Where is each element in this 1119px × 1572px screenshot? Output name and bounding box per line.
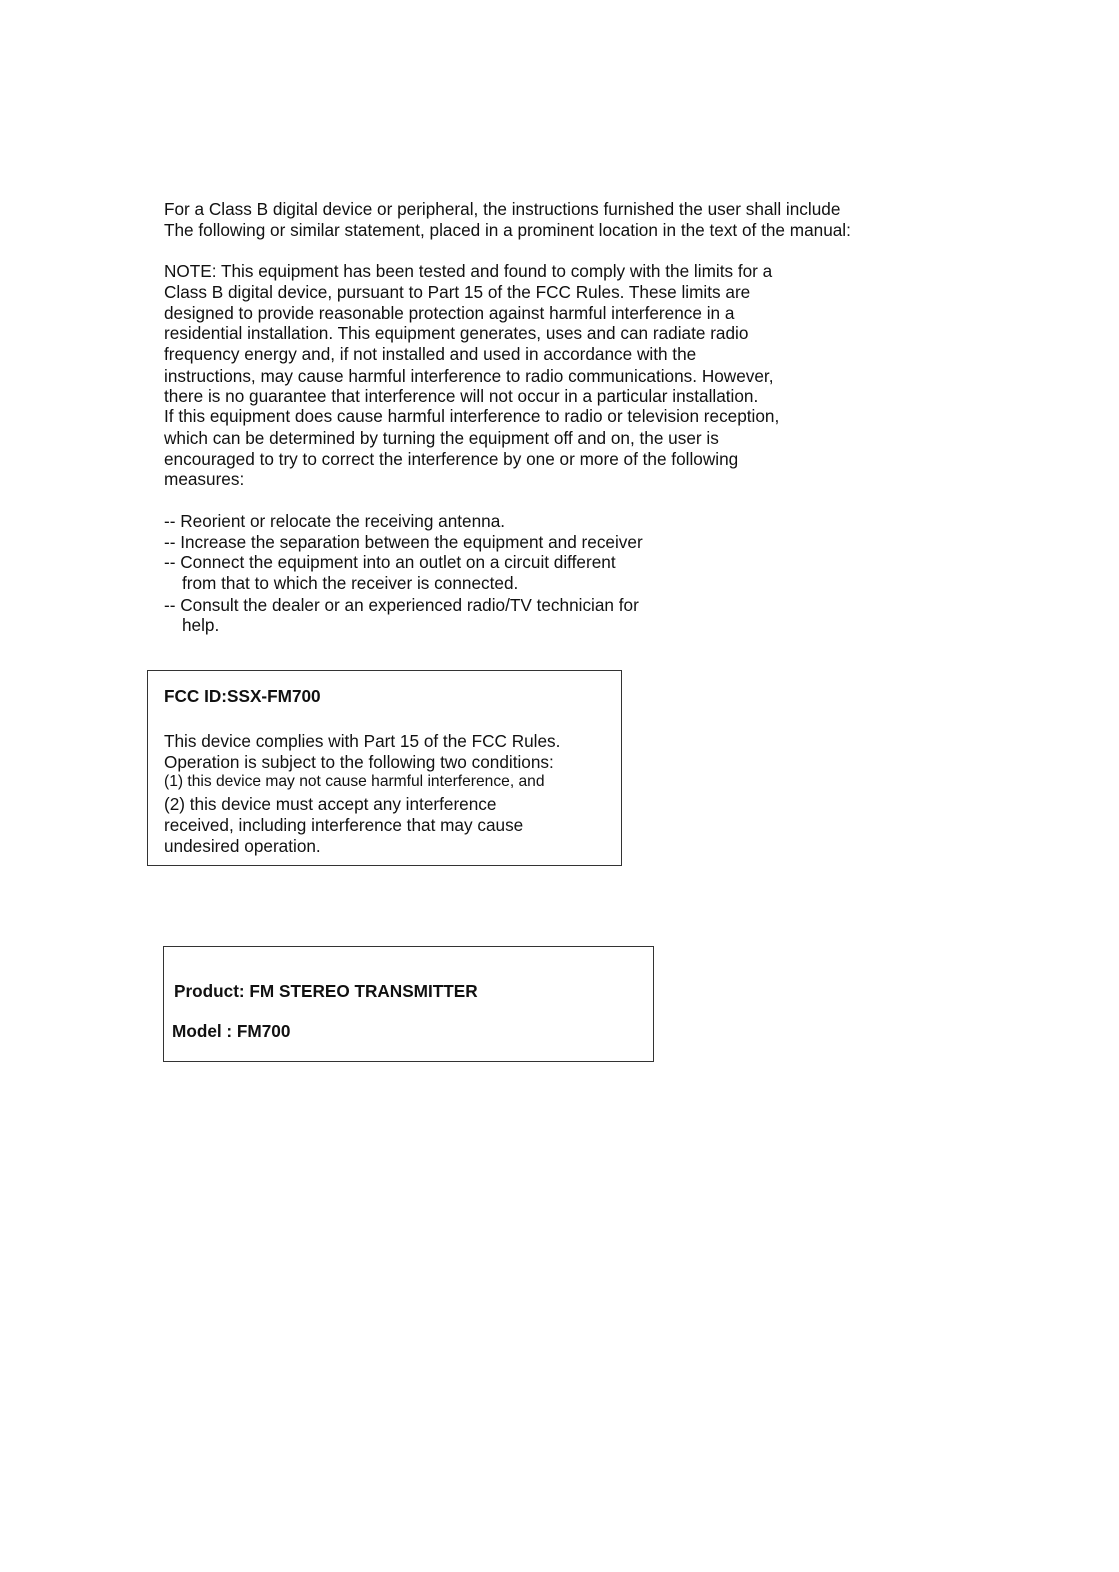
note-line: designed to provide reasonable protection against harmful interference in a	[164, 303, 735, 323]
note-line: instructions, may cause harmful interference to radio communications. However,	[164, 366, 774, 386]
product-name: Product: FM STEREO TRANSMITTER	[174, 981, 478, 1001]
model-name: Model : FM700	[172, 1021, 291, 1041]
intro-line-2: The following or similar statement, placed in a prominent location in the text of the manual:	[164, 220, 851, 240]
note-line: residential installation. This equipment generates, uses and can radiate radio	[164, 323, 749, 343]
fcc-box-line: (2) this device must accept any interference	[164, 794, 497, 814]
measure-item-continuation: help.	[182, 615, 220, 635]
note-line: there is no guarantee that interference will not occur in a particular installation.	[164, 386, 759, 406]
fcc-id: FCC ID:SSX-FM700	[164, 686, 321, 706]
fcc-box-line: Operation is subject to the following two conditions:	[164, 752, 554, 772]
fcc-box-line: This device complies with Part 15 of the FCC Rules.	[164, 731, 561, 751]
fcc-box-line: undesired operation.	[164, 836, 321, 856]
note-line: If this equipment does cause harmful interference to radio or television reception,	[164, 406, 780, 426]
note-line: frequency energy and, if not installed and used in accordance with the	[164, 344, 697, 364]
product-label-box	[163, 946, 654, 1062]
measure-item: -- Reorient or relocate the receiving antenna.	[164, 511, 506, 531]
measure-item: -- Consult the dealer or an experienced radio/TV technician for	[164, 595, 639, 615]
measure-item: -- Increase the separation between the equipment and receiver	[164, 532, 643, 552]
note-line: NOTE: This equipment has been tested and found to comply with the limits for a	[164, 261, 773, 281]
note-line: encouraged to try to correct the interference by one or more of the following	[164, 449, 739, 469]
fcc-box-line: received, including interference that may cause	[164, 815, 524, 835]
note-line: Class B digital device, pursuant to Part 15 of the FCC Rules. These limits are	[164, 282, 751, 302]
note-line: measures:	[164, 469, 245, 489]
measure-item: -- Connect the equipment into an outlet on a circuit different	[164, 552, 616, 572]
note-line: which can be determined by turning the equipment off and on, the user is	[164, 428, 719, 448]
intro-line-1: For a Class B digital device or peripheral, the instructions furnished the user shall include	[164, 199, 841, 219]
measure-item-continuation: from that to which the receiver is connected.	[182, 573, 519, 593]
fcc-box-line: (1) this device may not cause harmful interference, and	[164, 773, 545, 790]
